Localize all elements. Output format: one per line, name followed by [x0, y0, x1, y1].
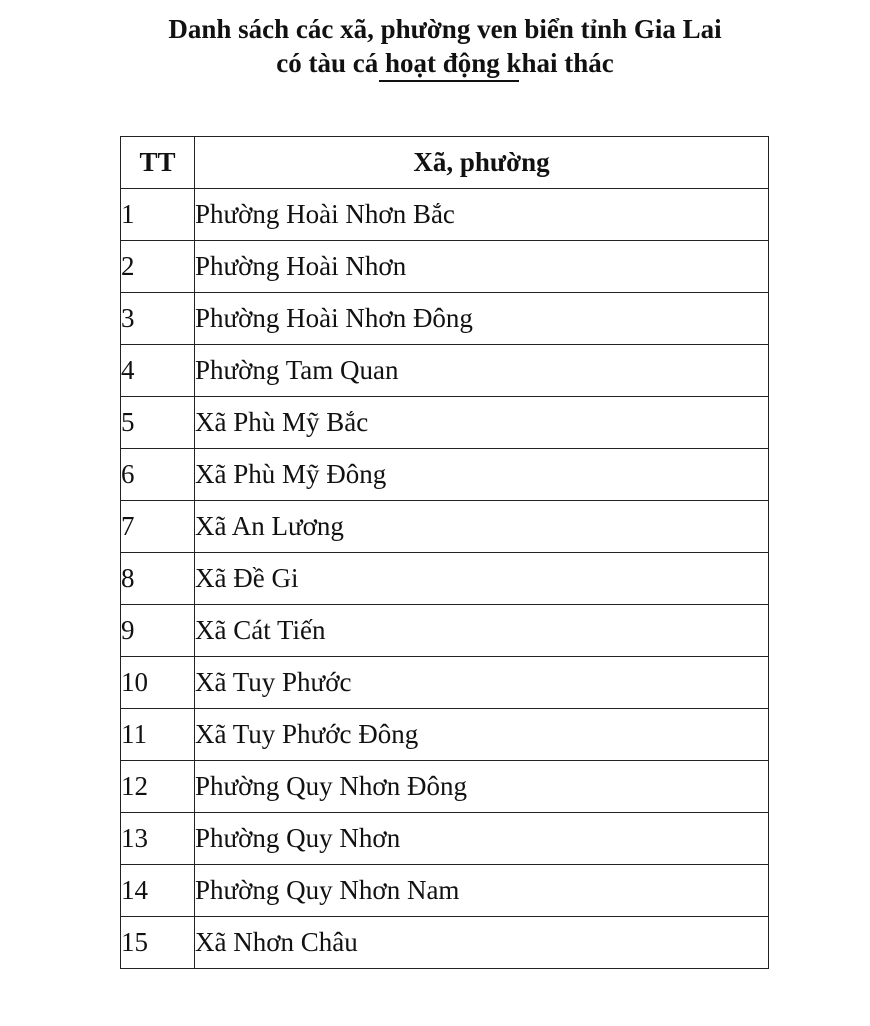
row-number: 2 — [121, 241, 195, 293]
table-row — [121, 189, 769, 241]
row-number: 1 — [121, 189, 195, 241]
commune-name: Phường Quy Nhơn Đông — [195, 761, 769, 813]
table-row — [121, 241, 769, 293]
document-title-line-1: Danh sách các xã, phường ven biển tỉnh Gia Lai — [168, 14, 722, 44]
table-row — [121, 553, 769, 605]
row-number: 12 — [121, 761, 195, 813]
header-commune: Xã, phường — [195, 137, 769, 189]
row-number: 4 — [121, 345, 195, 397]
table-row — [121, 449, 769, 501]
table-row — [121, 397, 769, 449]
table-row — [121, 709, 769, 761]
commune-name: Phường Hoài Nhơn — [195, 241, 769, 293]
table-row — [121, 345, 769, 397]
title-underline — [379, 80, 519, 82]
commune-name: Phường Quy Nhơn — [195, 813, 769, 865]
document-title-line-2: có tàu cá hoạt động khai thác — [276, 48, 614, 78]
table-row — [121, 605, 769, 657]
table-row — [121, 657, 769, 709]
table-row — [121, 917, 769, 969]
row-number: 6 — [121, 449, 195, 501]
row-number: 10 — [121, 657, 195, 709]
row-number: 8 — [121, 553, 195, 605]
commune-name: Xã Nhơn Châu — [195, 917, 769, 969]
commune-name: Phường Quy Nhơn Nam — [195, 865, 769, 917]
row-number: 5 — [121, 397, 195, 449]
table-row — [121, 761, 769, 813]
row-number: 9 — [121, 605, 195, 657]
table-row — [121, 293, 769, 345]
commune-name: Xã Đề Gi — [195, 553, 769, 605]
commune-name: Xã An Lương — [195, 501, 769, 553]
row-number: 13 — [121, 813, 195, 865]
table-row — [121, 501, 769, 553]
row-number: 3 — [121, 293, 195, 345]
commune-name: Xã Tuy Phước — [195, 657, 769, 709]
table-row — [121, 865, 769, 917]
commune-name: Xã Phù Mỹ Bắc — [195, 397, 769, 449]
row-number: 11 — [121, 709, 195, 761]
row-number: 7 — [121, 501, 195, 553]
row-number: 15 — [121, 917, 195, 969]
commune-name: Phường Tam Quan — [195, 345, 769, 397]
commune-name: Xã Tuy Phước Đông — [195, 709, 769, 761]
commune-name: Phường Hoài Nhơn Bắc — [195, 189, 769, 241]
header-tt: TT — [121, 137, 195, 189]
commune-name: Xã Cát Tiến — [195, 605, 769, 657]
table-header-row — [121, 137, 769, 189]
commune-name: Xã Phù Mỹ Đông — [195, 449, 769, 501]
commune-name: Phường Hoài Nhơn Đông — [195, 293, 769, 345]
table-row — [121, 813, 769, 865]
commune-table — [120, 136, 769, 969]
row-number: 14 — [121, 865, 195, 917]
